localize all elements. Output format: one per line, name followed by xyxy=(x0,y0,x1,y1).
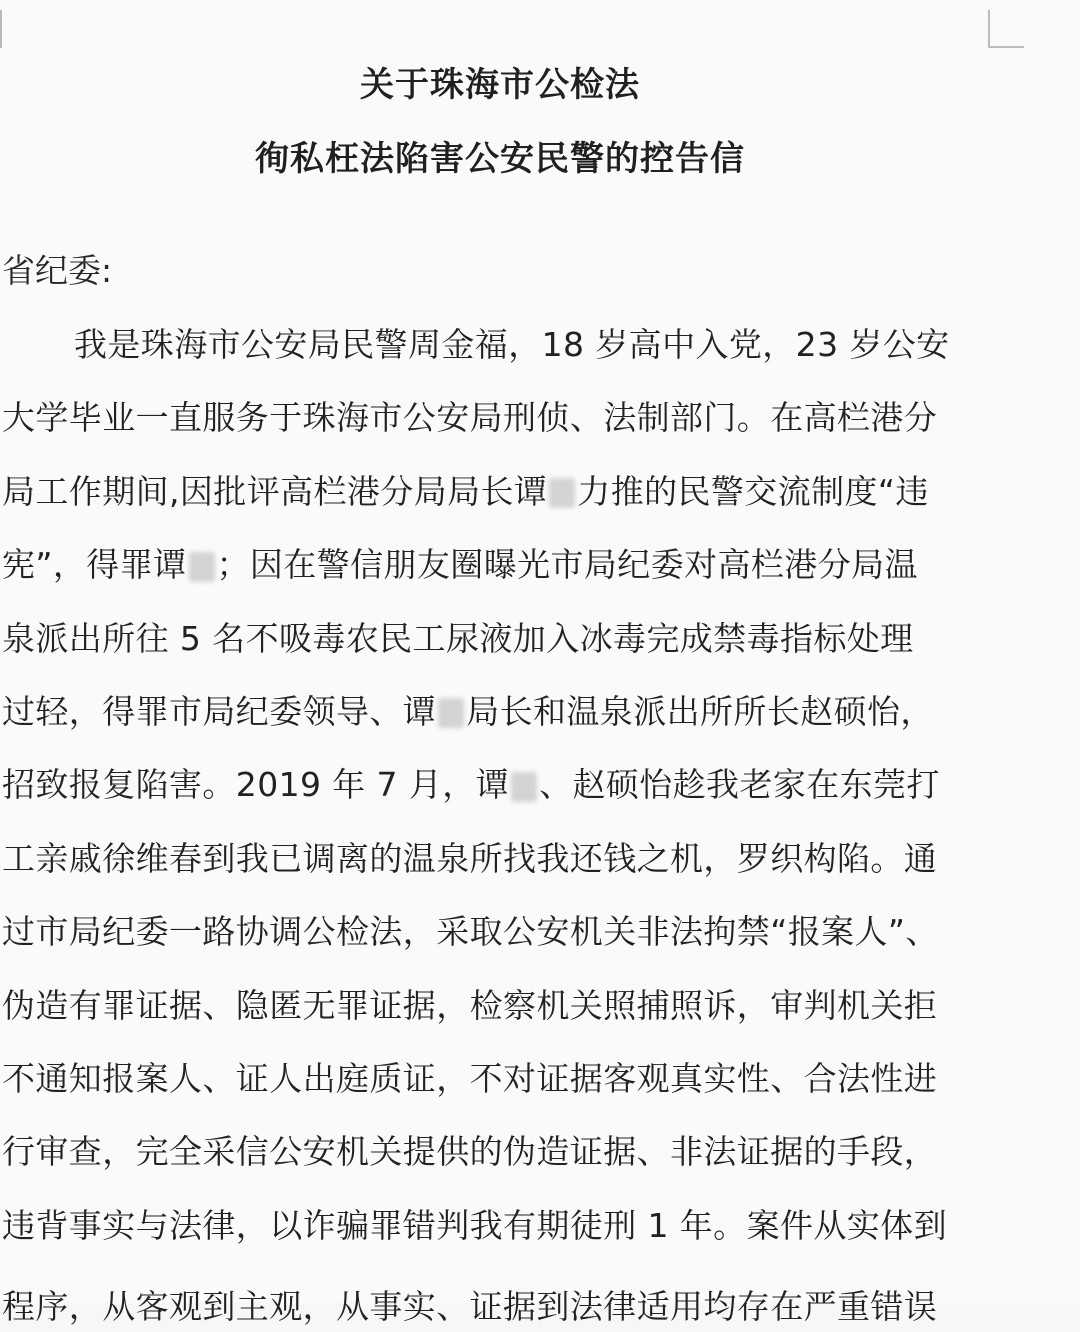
body-line: 违背事实与法律，以诈骗罪错判我有期徒刑 1 年。案件从实体到 xyxy=(2,1205,947,1245)
body-line-part: 招致报复陷害。2019 年 7 月，谭 xyxy=(2,765,510,805)
document-title-line-1: 关于珠海市公检法 xyxy=(360,65,640,105)
salutation: 省纪委: xyxy=(2,251,113,290)
body-line xyxy=(2,540,992,613)
body-line-part: 、赵硕怡趁我老家在东莞打 xyxy=(539,765,940,805)
body-line-part: 宪”，得罪谭 xyxy=(2,545,187,585)
body-line: 我是珠海市公安局民警周金福，18 岁高中入党，23 岁公安 xyxy=(74,325,950,364)
body-line-part: 局长和温泉派出所所长赵硕怡， xyxy=(466,691,934,731)
body-line: 过市局纪委一路协调公检法，采取公安机关非法拘禁“报案人”、 xyxy=(2,912,939,952)
body-line: 伪造有罪证据、隐匿无罪证据，检察机关照捕照诉，审判机关拒 xyxy=(2,985,938,1025)
body-line: 大学毕业一直服务于珠海市公安局刑侦、法制部门。在高栏港分 xyxy=(2,398,938,438)
body-line: 行审查，完全采信公安机关提供的伪造证据、非法证据的手段， xyxy=(2,1132,938,1172)
letter-body xyxy=(2,320,992,1327)
body-line xyxy=(2,467,992,540)
body-line: 工亲戚徐维春到我已调离的温泉所找我还钱之机，罗织构陷。通 xyxy=(2,838,938,878)
redaction-blur xyxy=(438,698,464,728)
redaction-blur xyxy=(189,552,215,582)
body-line-cropped xyxy=(2,1274,992,1327)
body-line: 不通知报案人、证人出庭质证，不对证据客观真实性、合法性进 xyxy=(2,1058,938,1098)
page-corner-mark-right xyxy=(988,10,1024,48)
body-line xyxy=(2,760,992,833)
body-line-part: 局工作期间,因批评高栏港分局局长谭 xyxy=(2,471,548,511)
page-corner-mark-left xyxy=(0,10,8,48)
redaction-blur xyxy=(511,772,537,802)
redaction-blur xyxy=(549,478,575,508)
body-line-part: ；因在警信朋友圈曝光市局纪委对高栏港分局温 xyxy=(216,545,918,585)
body-line-part: 过轻，得罪市局纪委领导、谭 xyxy=(2,691,437,731)
body-line: 泉派出所往 5 名不吸毒农民工尿液加入冰毒完成禁毒指标处理 xyxy=(2,618,914,658)
document-title-line-2: 徇私枉法陷害公安民警的控告信 xyxy=(255,139,745,179)
body-line-part: 力推的民警交流制度“违 xyxy=(577,471,929,511)
body-line xyxy=(2,687,992,760)
body-line-part: 程序，从客观到主观，从事实、证据到法律适用均存在严重错误 xyxy=(2,1287,938,1327)
